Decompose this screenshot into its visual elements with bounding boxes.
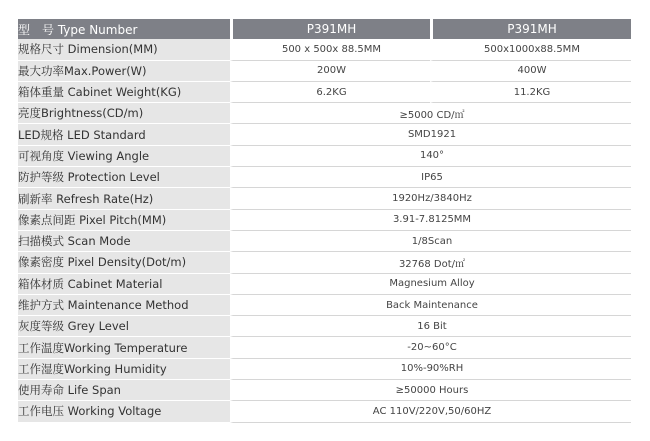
- spec-row: [18, 380, 631, 401]
- spec-table-body: [18, 39, 631, 422]
- spec-value: 200W: [230, 61, 430, 82]
- spec-label: 工作湿度Working Humidity: [18, 359, 230, 380]
- spec-label: 工作电压 Working Voltage: [18, 401, 230, 422]
- spec-label: LED规格 LED Standard: [18, 124, 230, 145]
- spec-value: 500 x 500x 88.5MM: [230, 39, 430, 60]
- spec-row: [18, 82, 631, 103]
- spec-value: 500x1000x88.5MM: [430, 39, 631, 60]
- spec-value: Back Maintenance: [230, 295, 631, 316]
- spec-value: 1920Hz/3840Hz: [230, 188, 631, 209]
- spec-row: [18, 295, 631, 316]
- spec-table: [18, 19, 631, 423]
- spec-label: 维护方式 Maintenance Method: [18, 295, 230, 316]
- spec-row: [18, 103, 631, 124]
- spec-value: 10%-90%RH: [230, 359, 631, 380]
- spec-row: [18, 401, 631, 422]
- spec-label: 箱体重量 Cabinet Weight(KG): [18, 82, 230, 103]
- spec-label: 可视角度 Viewing Angle: [18, 146, 230, 167]
- spec-value: 16 Bit: [230, 316, 631, 337]
- spec-label: 亮度Brightness(CD/m): [18, 103, 230, 124]
- spec-value: 1/8Scan: [230, 231, 631, 252]
- spec-row: [18, 61, 631, 82]
- spec-row: [18, 252, 631, 273]
- header-model-col1: P391MH: [230, 19, 430, 39]
- spec-value: 400W: [430, 61, 631, 82]
- spec-row: [18, 316, 631, 337]
- spec-label: 规格尺寸 Dimension(MM): [18, 39, 230, 60]
- spec-value: 11.2KG: [430, 82, 631, 103]
- spec-label: 像素密度 Pixel Density(Dot/m): [18, 252, 230, 273]
- spec-value: Magnesium Alloy: [230, 274, 631, 295]
- spec-value: 3.91-7.8125MM: [230, 210, 631, 231]
- spec-value: SMD1921: [230, 124, 631, 145]
- spec-label: 灰度等级 Grey Level: [18, 316, 230, 337]
- spec-row: [18, 274, 631, 295]
- spec-label: 使用寿命 Life Span: [18, 380, 230, 401]
- spec-row: [18, 337, 631, 358]
- spec-row: [18, 231, 631, 252]
- spec-value: -20~60°C: [230, 337, 631, 358]
- spec-label: 箱体材质 Cabinet Material: [18, 274, 230, 295]
- spec-value: AC 110V/220V,50/60HZ: [230, 401, 631, 422]
- spec-label: 防护等级 Protection Level: [18, 167, 230, 188]
- spec-value: ≥50000 Hours: [230, 380, 631, 401]
- spec-row: [18, 210, 631, 231]
- spec-value: 32768 Dot/㎡: [230, 252, 631, 273]
- spec-value: 140°: [230, 146, 631, 167]
- spec-label: 扫描模式 Scan Mode: [18, 231, 230, 252]
- spec-row: [18, 39, 631, 60]
- table-header-row: [18, 19, 631, 39]
- spec-label: 刷新率 Refresh Rate(Hz): [18, 188, 230, 209]
- spec-label: 最大功率Max.Power(W): [18, 61, 230, 82]
- spec-row: [18, 188, 631, 209]
- spec-row: [18, 146, 631, 167]
- spec-value: IP65: [230, 167, 631, 188]
- spec-label: 像素点间距 Pixel Pitch(MM): [18, 210, 230, 231]
- spec-row: [18, 167, 631, 188]
- spec-row: [18, 359, 631, 380]
- spec-label: 工作温度Working Temperature: [18, 337, 230, 358]
- spec-row: [18, 124, 631, 145]
- spec-value: ≥5000 CD/㎡: [230, 103, 631, 124]
- header-model-col2: P391MH: [430, 19, 631, 39]
- spec-value: 6.2KG: [230, 82, 430, 103]
- header-label: 型 号 Type Number: [18, 19, 230, 39]
